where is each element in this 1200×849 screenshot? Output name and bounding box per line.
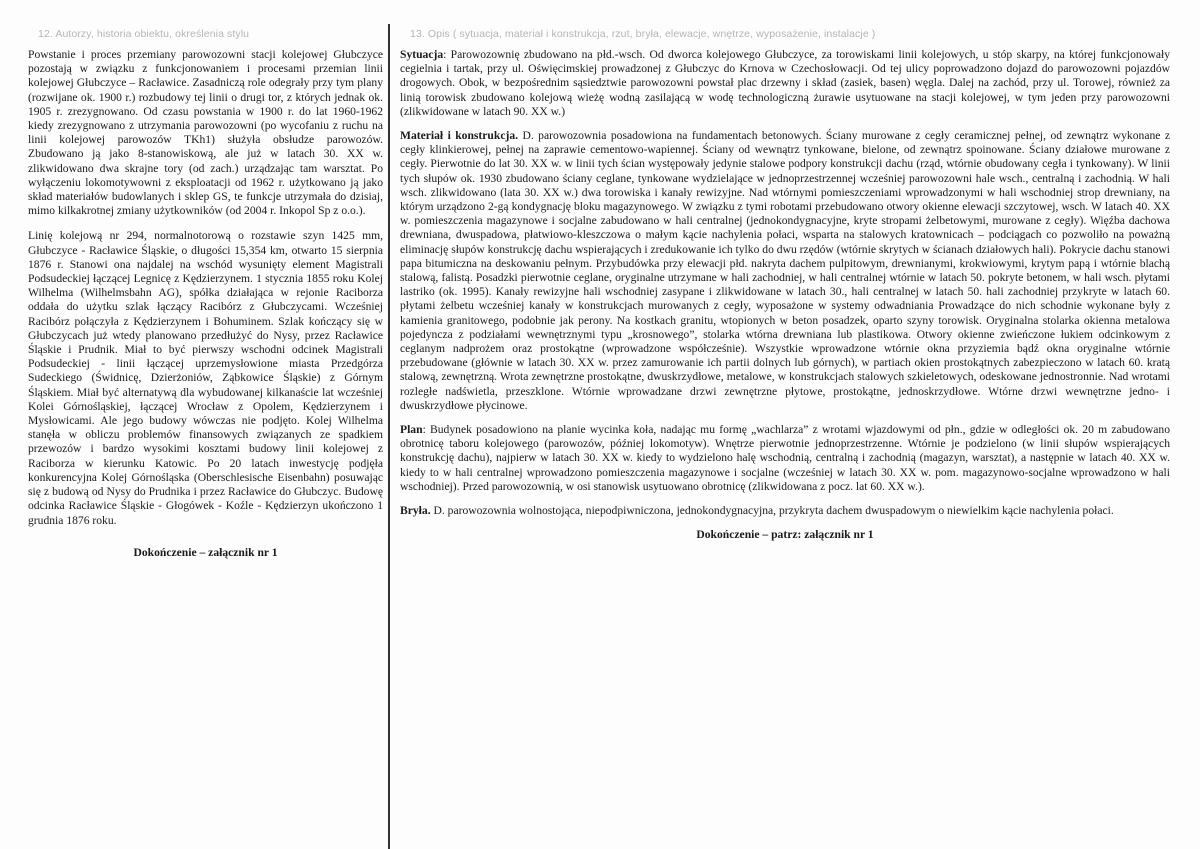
plan-text: : Budynek posadowiono na planie wycinka koła, nadając mu formę „wachlarza” z wrotami wjazdowymi od płn., gdzie w odległości ok. 20 m zabudowano obrotnicę taboru kolejowego (parowozów, później lokomotyw). Wnętrze pierwotnie jednoprzestrzenne. Wtórnie je podzielono (w linii słupów wspierających konstrukcję dachu), najpierw w latach 30. XX w. kiedy to wydzielono halę wschodnią, centralną i zachodnią (magazyn, warsztat), a następnie w latach 40. XX w. kiedy to w hali centralnej wprowadzono pomieszczenia magazynowe i socjalne (wcześniej w latach 30. XX w. pom. magazynowo-socjalne wprowadzono w hali wschodniej). Przed parowozownią, w osi stanowisk usytuowano obrotnicę (zlikwidowana z pocz. lat 60. XX w.). — [400, 423, 1170, 493]
body-text: D. parowozownia wolnostojąca, niepodpiwniczona, jednokondygnacyjna, przykryta dachem dwuspadowym o niewielkim kącie nachylenia połaci. — [430, 504, 1114, 518]
left-continuation-note: Dokończenie – załącznik nr 1 — [133, 545, 278, 559]
section-13-header: 13. Opis ( sytuacja, materiał i konstrukcja, rzut, bryła, elewacje, wnętrze, wyposażenie, instalacje ) — [410, 28, 876, 40]
right-column — [400, 28, 1170, 541]
left-column — [28, 28, 383, 559]
description-material — [400, 129, 1170, 413]
description-situation — [400, 48, 1170, 119]
description-plan — [400, 423, 1170, 494]
situation-lead: Sytuacja — [400, 48, 444, 61]
plan-lead: Plan — [400, 423, 423, 437]
situation-text: : Parowozownię zbudowano na płd.-wsch. Od dworca kolejowego Głubczyce, za torowiskami linii kolejowych, u stóp skarpy, na której funkcjonowały cegielnia i tartak, przy ul. Oświęcimskiej prowadzonej z Głubczyc do Krnova w Czechosłowacji. Od tej ulicy poprowadzono dojazd do parowozowni pojazdów drogowych. Obok, w bezpośrednim sąsiedztwie parowozowni powstał plac drzewny i skład (zasiek, basen) węgla. Dalej na zachód, przy ul. Torowej, również za linią torowisk zbudowano kolejową wieżę wodną zasilającą w wodę technologiczną żurawie usytuowane na stacji kolejowej, w tym jeden przy parowozowni (zlikwidowane w latach 90. XX w.) — [400, 48, 1170, 118]
right-continuation-note: Dokończenie – patrz: załącznik nr 1 — [696, 528, 874, 542]
body-lead: Bryła. — [400, 504, 431, 518]
column-divider — [388, 24, 390, 849]
material-text: D. parowozownia posadowiona na fundamentach betonowych. Ściany murowane z cegły ceramicznej pełnej, od zewnątrz wykonane z cegły klinkierowej, pełnej na zaprawie cementowo-wapiennej. Ściany od wewnątrz tynkowane, bielone, od zewnątrz spoinowane. Ściany działowe murowane z cegły. Pierwotnie do lat 30. XX w. w linii tych ścian występowały jedynie stalowe podpory konstrukcji dachu (rząd, wtórnie obudowany cegła i tynkowany). W linii tych słupów ok. 1930 zbudowano ściany ceglane, tynkowane wydzielające w jednoprzestrzennej wcześniej parowozowni hale wsch., centralną i zachodnią. W hali wsch. zlikwidowano (lata 30. XX w.) dwa torowiska i kanały rewizyjne. Nad wtórnymi pomieszczeniami wprowadzonymi w hali wschodniej strop drewniany, na którym urządzono 2-gą kondygnację bloku magazynowego. W związku z tymi robotami przebudowano otwory okienne elewacji szczytowej, wsch. W latach 40. XX w. pomieszczenia magazynowe i socjalne zabudowano w hali centralnej (jednokondygnacyjne, kryte stropami żelbetowymi, murowane z cegły). Więźba dachowa drewniana, dwuspadowa, płatwiowo-kleszczowa o małym kącie nachylenia połaci, wsparta na stalowych kratownicach – podciągach co pozwoliło na poważną eliminację słupów konstrukcję dachu wspierających i zredukowanie ich tylko do dwu rzędów (wtórnie skrytych w ścianach działowych hali). Pokrycie dachu stanowi papa bitumiczna na deskowaniu pełnym. Przybudówka przy elewacji płd. nakryta dachem pulpitowym, drewnianymi, krokwiowymi, krytym papą i wtórnie blachą stalową, falistą. Posadzki pierwotnie ceglane, oryginalne utrzymane w hali zachodniej, w hali centralnej wtórnie w latach 50. pokryte betonem, w hali wsch. płytami lastriko (ok. 1995). Kanały rewizyjne hali wschodniej zasypane i zlikwidowane w latach 30., hali centralnej w latach 50. hali zachodniej przykryte w latach 60. płytami żelbetu wcześniej kanały w konstrukcjach murowanych z cegły, wyposażone w systemy odwadniania Prowadzące do nich schodnie wykonane były z kamienia granitowego, podobnie jak perony. Na kostkach granitu, wtopionych w beton posadzek, oparto szyny torowisk. Oryginalna stolarka okienna metalowa pojedyncza z podziałami wewnętrznymi typu „krosnowego”, stolarka wtórna drewniana lub plastikowa. Otwory okienne zwieńczone łukiem odcinkowym z ceglanym nadprożem oraz prostokątne (wprowadzone współcześnie). Wszystkie wprowadzone wtórnie okna przyziemia bądź okna oryginalne wtórnie przebudowane (głównie w latach 30. XX w. przez zamurowanie ich partii dolnych lub górnych), w partiach okien prostokątnych zabezpieczono w latach 60. kratą stalową, zewnętrzną. Wrota zewnętrzne prostokątne, dwuskrzydłowe, metalowe, w konstrukcjach stalowych szkieletowych, odeskowane jednostronnie. Nad wrotami rozległe nadświetla, przeszklone. Wtórnie wprowadzane drzwi zewnętrzne płytowe, prostokątne, jednoskrzydłowe. Wtórne drzwi wewnętrzne jedno- i dwuskrzydłowe płycinowe. — [400, 129, 1170, 412]
description-body — [400, 504, 1170, 518]
material-lead: Materiał i konstrukcja. — [400, 129, 519, 143]
history-paragraph-1: Powstanie i proces przemiany parowozowni stacji kolejowej Głubczyce pozostają w związku z funkcjonowaniem i procesami przemian linii kolejowej Głubczyce – Racławice. Zasadniczą role odegrały przy tym plany (rozwijane ok. 1900 r.) rozbudowy tej linii o drugi tor, z których jednak ok. 1905 r. zrezygnowano. Od czasu powstania w 1900 r. do lat 1960-1962 kiedy zrezygnowano z utrzymania parowozowni (po wycofaniu z ruchu na linii kolejowej parowozów TKh1) służyła obsłudze parowozów. Zbudowano ją jako 8-stanowiskową, ale już w latach 30. XX w. zlikwidowano dwa skrajne tory (od zach.) urządzając tam warsztat. Po wyłączeniu lokomotywowni z eksploatacji od 1962 r. użytkowano ją jako skład materiałów budowlanych i sklep GS, te funkcje utrzymała do dzisiaj, mimo kilkakrotnej zmiany użytkowników (od 2004 r. Inkopol Sp z o.o.). — [28, 48, 383, 218]
history-paragraph-2: Linię kolejową nr 294, normalnotorową o rozstawie szyn 1425 mm, Głubczyce - Racławice Śląskie, o długości 15,354 km, otwarto 15 sierpnia 1876 r. Stanowi ona najdalej na wschód wysunięty element Magistrali Podsudeckiej łączącej Legnicę z Kędzierzynem. 1 stycznia 1855 roku Kolej Wilhelma (Wilhelmsbahn AG), spółka działająca w rejonie Raciborza oddała do użytku szlak łączący Racibórz z Głubczycami. Wcześniej Racibórz połączyła z Kędzierzynem i Bohuminem. Szlak kończący się w Głubczycach już wtedy planowano przedłużyć do Nysy, przez Racławice Śląskie i Prudnik. Miał to być pierwszy wschodni odcinek Magistrali Podsudeckiej - linii łączącej uprzemysłowione miasta Przedgórza Sudeckiego (Świdnicę, Dzierżoniów, Ząbkowice Śląskie) z Górnym Śląskiem. Miał być alternatywą dla wybudowanej kilkanaście lat wcześniej Kolei Górnośląskiej, łączącej Wrocław z Opolem, Kędzierzynem i Mysłowicami. Ale jego budowy wówczas nie podjęto. Kolej Wilhelma stanęła w obliczu problemów finansowych związanych ze spadkiem przewozów i bardzo wysokimi kosztami budowy linii kolejowej z Raciborza w kierunku Katowic. Po 20 latach inwestycję podjęła konkurencyjna Kolej Górnośląska (Oberschlesische Eisenbahn) posuwając się z budową od Nysy do Prudnika i przez Racławice do Głubczyc. Budowę odcinka Racławice Śląskie - Głogówek - Koźle - Kędzierzyn ukończono 1 grudnia 1876 roku. — [28, 229, 383, 527]
section-12-header: 12. Autorzy, historia obiektu, określenia stylu — [38, 28, 250, 40]
